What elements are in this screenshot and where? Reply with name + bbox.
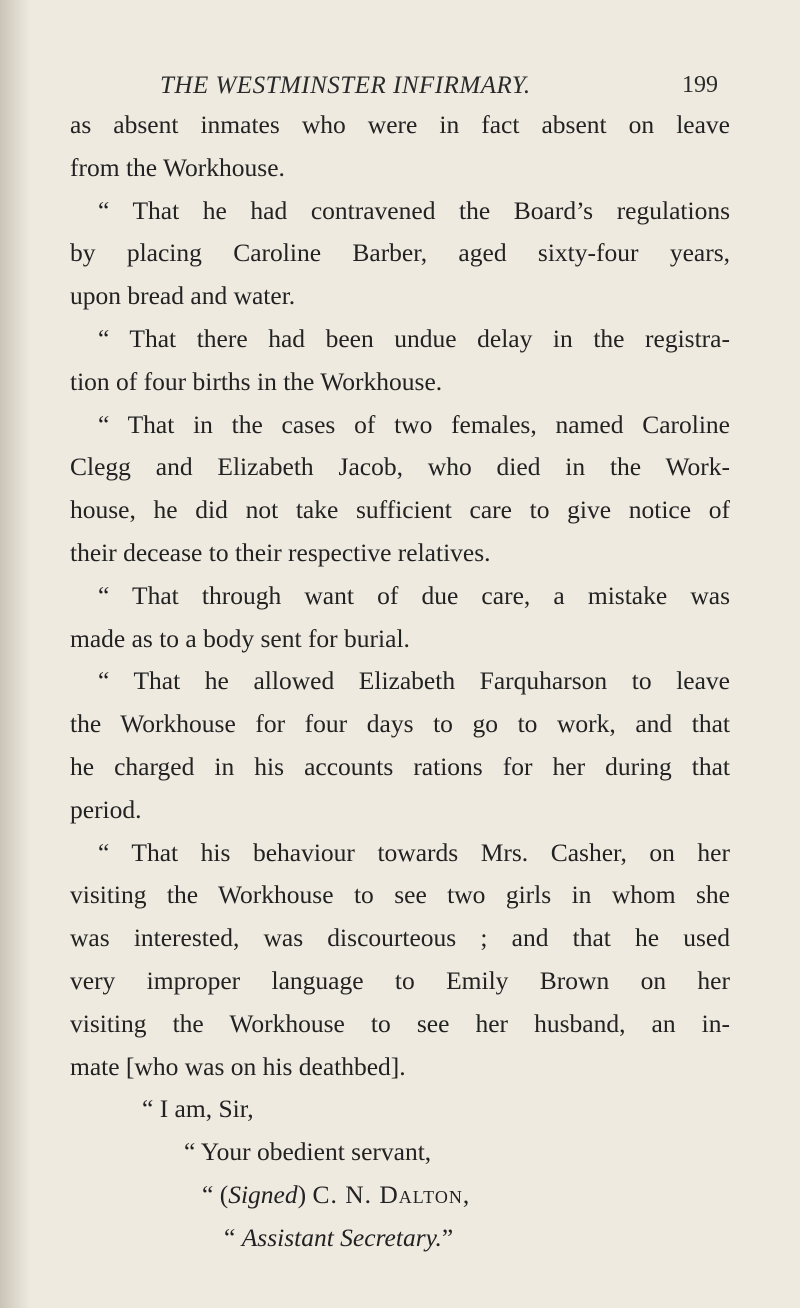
- text-line: made as to a body sent for burial.: [70, 623, 410, 653]
- text-line: as absent inmates who were in fact absent on leave: [70, 110, 730, 139]
- signed-label: Signed: [228, 1179, 298, 1209]
- valediction: “ Your obedient servant,: [184, 1137, 432, 1167]
- text-line: by placing Caroline Barber, aged sixty-four years,: [70, 238, 730, 268]
- text-line: was interested, was discourteous ; and that he used: [70, 923, 730, 953]
- text-line: from the Workhouse.: [70, 152, 285, 182]
- title-close: ”: [441, 1222, 454, 1252]
- signature-line: [70, 1174, 730, 1217]
- text-line: “ That there had been undue delay in the registra-: [98, 323, 730, 353]
- text-line: very improper language to Emily Brown on her: [70, 965, 730, 995]
- body-text: [70, 104, 730, 1260]
- signed-open: “ (: [202, 1179, 229, 1209]
- text-line: house, he did not take sufficient care to give notice of: [70, 495, 730, 525]
- text-line: tion of four births in the Workhouse.: [70, 366, 443, 396]
- text-line: mate [who was on his deathbed].: [70, 1051, 406, 1081]
- signatory-title-line: [70, 1217, 730, 1260]
- salutation: “ I am, Sir,: [142, 1094, 254, 1124]
- signatory-name: C. N. Dalton,: [312, 1179, 471, 1209]
- title-open: “: [224, 1222, 242, 1252]
- page-gutter-shadow: [0, 0, 30, 1308]
- running-title: THE WESTMINSTER INFIRMARY.: [160, 72, 531, 99]
- text-line: Clegg and Elizabeth Jacob, who died in the Work-: [70, 452, 730, 482]
- text-line: he charged in his accounts rations for her during that: [70, 751, 730, 781]
- text-line: their decease to their respective relatives.: [70, 537, 491, 567]
- text-line: “ That in the cases of two females, named Caroline: [98, 409, 730, 439]
- text-line: period.: [70, 794, 142, 824]
- text-line: visiting the Workhouse to see her husband, an in-: [70, 1008, 730, 1038]
- text-line: “ That through want of due care, a mistake was: [98, 580, 730, 610]
- text-line: “ That he allowed Elizabeth Farquharson to leave: [98, 666, 730, 696]
- text-line: upon bread and water.: [70, 281, 296, 311]
- signatory-title: Assistant Secretary.: [241, 1222, 442, 1252]
- text-line: “ That he had contravened the Board’s regulations: [98, 195, 730, 225]
- text-line: visiting the Workhouse to see two girls in whom she: [70, 880, 730, 910]
- text-line: “ That his behaviour towards Mrs. Casher, on her: [98, 837, 730, 867]
- page-number: 199: [682, 72, 718, 98]
- text-line: the Workhouse for four days to go to work, and that: [70, 709, 730, 739]
- signed-close: ): [297, 1179, 307, 1209]
